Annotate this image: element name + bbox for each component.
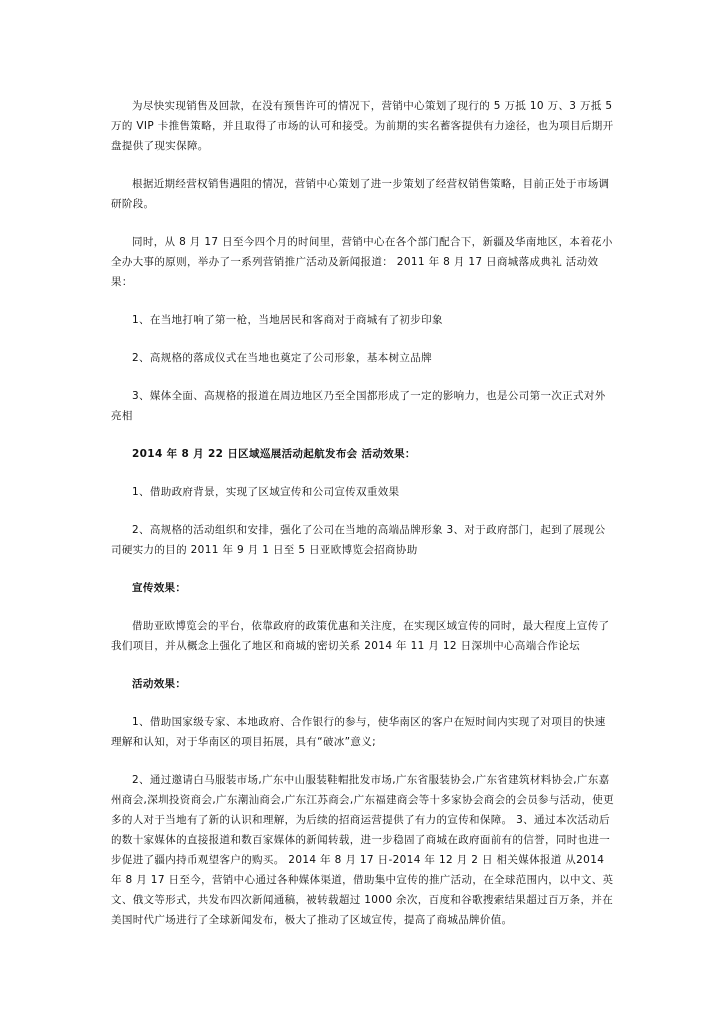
section-heading-activity-effect: 活动效果：: [132, 678, 187, 690]
list-item-roadshow-effect-2: 2、高规格的活动组织和安排，强化了公司在当地的高端品牌形象 3、对于政府部门，起到了展现公司硬实力的目的 2011 年 9 月 1 日至 5 日亚欧博览会招商协助: [111, 524, 606, 556]
document-body: [111, 96, 616, 930]
list-item-effect-1: 1、在当地打响了第一枪，当地居民和客商对于商城有了初步印象: [132, 314, 443, 326]
paragraph-vip-strategy: 为尽快实现销售及回款，在没有预售许可的情况下，营销中心策划了现行的 5 万抵 10 万、3 万抵 5 万的 VIP 卡推售策略，并且取得了市场的认可和接受。为前期的实名蓄客提供有力途径，也为项目后期开盘提供了现实保障。: [111, 100, 614, 152]
paragraph-expo: 借助亚欧博览会的平台，依靠政府的政策优惠和关注度，在实现区域宣传的同时，最大程度上宣传了我们项目，并从概念上强化了地区和商城的密切关系 2014 年 11 月 12 日深圳中心高端合作论坛: [111, 620, 610, 652]
list-item-effect-2: 2、高规格的落成仪式在当地也奠定了公司形象，基本树立品牌: [132, 352, 432, 364]
section-heading-publicity: 宣传效果：: [132, 582, 187, 594]
paragraph-promotion-overview: 同时，从 8 月 17 日至今四个月的时间里，营销中心在各个部门配合下，新疆及华南地区，本着花小全办大事的原则，举办了一系列营销推广活动及新闻报道： 2011 年 8 月 17 日商城落成典礼 活动效果：: [111, 236, 613, 288]
section-heading-roadshow: 2014 年 8 月 22 日区域巡展活动起航发布会 活动效果：: [132, 448, 416, 460]
paragraph-operating-rights: 根据近期经营权销售遇阻的情况，营销中心策划了进一步策划了经营权销售策略，目前正处于市场调研阶段。: [111, 178, 610, 210]
list-item-forum-effect-1: 1、借助国家级专家、本地政府、合作银行的参与，使华南区的客户在短时间内实现了对项目的快速理解和认知，对于华南区的项目拓展，具有“破冰”意义;: [111, 716, 606, 748]
list-item-roadshow-effect-1: 1、借助政府背景，实现了区域宣传和公司宣传双重效果: [132, 486, 400, 498]
list-item-forum-effect-2: 2、通过邀请白马服装市场,广东中山服装鞋帽批发市场,广东省服装协会,广东省建筑材料协会,广东嘉州商会,深圳投资商会,广东潮汕商会,广东江苏商会,广东福建商会等十多家协会商会的会员参与活动，使更多的人对于当地有了新的认识和理解，为后续的招商运营提供了有力的宣传和保障。 3、通过本次活动后的数十家媒体的直接报道和数百家媒体的新闻转载，进一步稳固了商城在政府面前有的信誉，同时也进一步促进了疆内持币观望客户的购买。 2014 年 8 月 17 日-2014 年 12 月 2 日 相关媒体报道 从2014 年 8 月 17 日至今，营销中心通过各种媒体渠道，借助集中宣传的推广活动，在全球范围内，以中文、英文、俄文等形式，共发布四次新闻通稿，被转载超过 1000 余次，百度和谷歌搜索结果超过百万条，并在美国时代广场进行了全球新闻发布，极大了推动了区域宣传，提高了商城品牌价值。: [111, 774, 614, 926]
list-item-effect-3: 3、媒体全面、高规格的报道在周边地区乃至全国都形成了一定的影响力，也是公司第一次正式对外亮相: [111, 390, 606, 422]
